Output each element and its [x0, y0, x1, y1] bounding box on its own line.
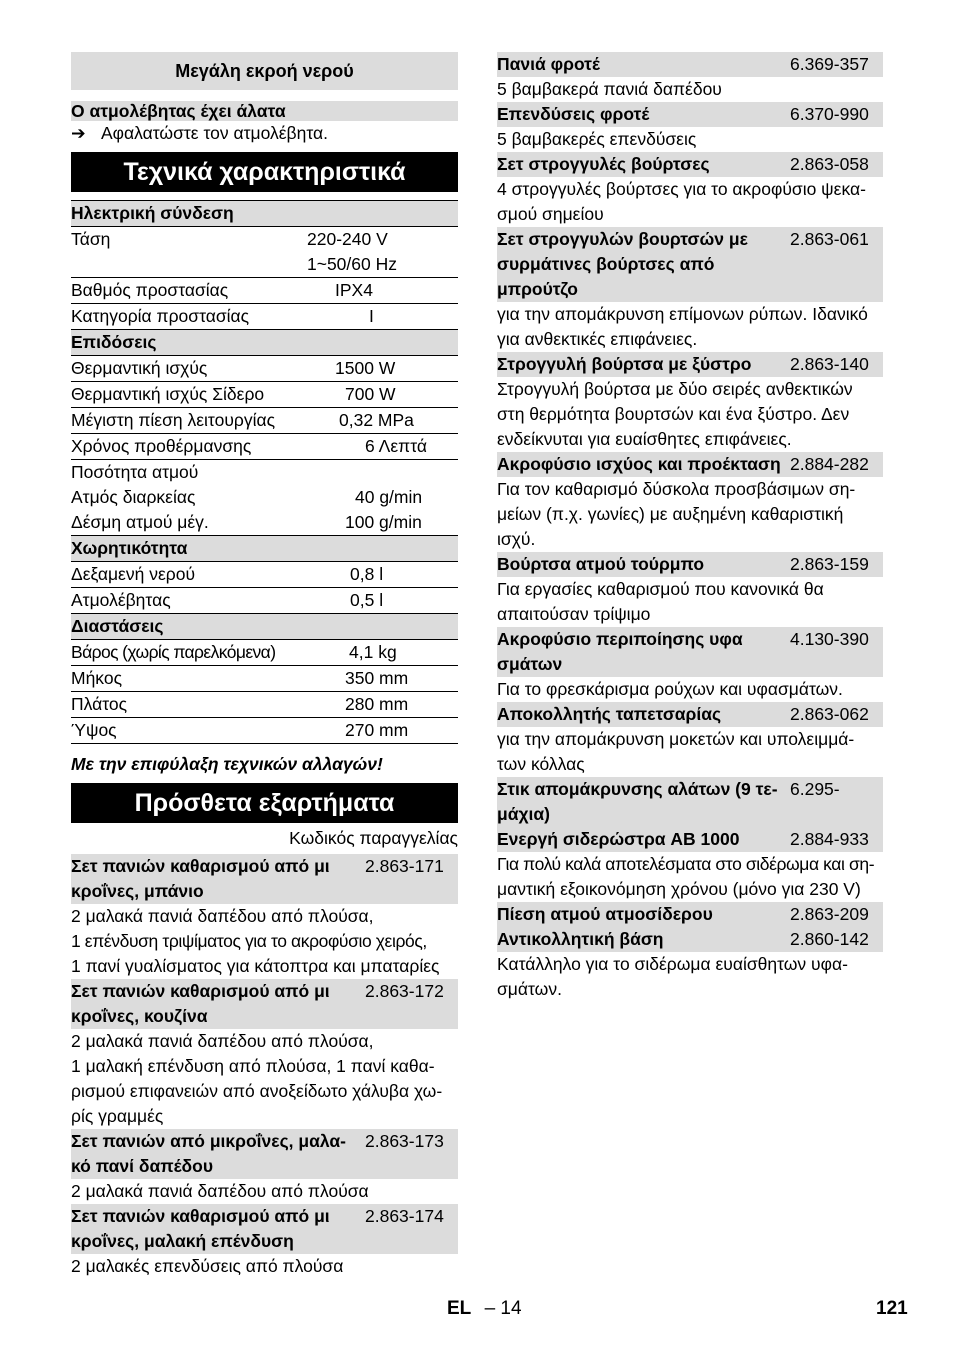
accessory-description: 5 βαμβακερές επενδύσεις [497, 129, 697, 149]
accessory-code: 2.863-209 [790, 904, 869, 924]
accessory-header [497, 627, 883, 677]
accessory-code: 2.863-171 [365, 856, 444, 876]
accessory-code: 2.860-142 [790, 929, 869, 949]
accessory-description: Για πολύ καλά αποτελέσματα στο σιδέρωμα και ση- [497, 854, 875, 874]
spec-row-preheat: Χρόνος προθέρμανσης 6 Λεπτά [71, 434, 458, 460]
spec-row-protection-degree: Βαθμός προστασίας IPX4 [71, 278, 458, 304]
accessory-code: 2.863-159 [790, 554, 869, 574]
accessory-item [497, 927, 883, 1002]
spec-row-steam-cont: Ατμός διαρκείας 40 g/min [71, 487, 423, 507]
accessory-description: απαιτούσαν τρίψιμο [497, 604, 651, 624]
accessory-header [497, 102, 883, 127]
arrow-right-icon: ➔ [71, 123, 86, 143]
accessory-item [497, 902, 883, 927]
tech-note: Με την επιφύλαξη τεχνικών αλλαγών! [71, 754, 383, 774]
trouble-cause: Ο ατμολέβητας έχει άλατα [71, 101, 458, 121]
accessory-item [497, 102, 883, 152]
accessory-item [497, 52, 883, 102]
accessory-code: 2.863-061 [790, 229, 869, 249]
spec-row-height: Ύψος 270 mm [71, 718, 458, 744]
spec-row-steam-qty: Ποσότητα ατμού [71, 462, 199, 482]
accessory-description: για την απομάκρυνση επίμονων ρύπων. Ιδανικό [497, 304, 868, 324]
accessory-name: Επενδύσεις φροτέ [497, 104, 650, 124]
spec-row-weight: Βάρος (χωρίς παρελκόμενα) 4,1 kg [71, 640, 458, 666]
accessory-header [497, 902, 883, 927]
accessory-name: Σετ πανιών καθαρισμού από μι [71, 981, 330, 1001]
spec-head-performance: Επιδόσεις [71, 330, 458, 356]
accessory-description: 1 επένδυση τριψίματος για το ακροφύσιο χειρός, [71, 931, 427, 951]
accessory-description: 4 στρογγυλές βούρτσες για το ακροφύσιο ψεκα- [497, 179, 866, 199]
spec-row-width: Πλάτος 280 mm [71, 692, 458, 718]
spec-row-voltage: Τάση 220-240 V [71, 229, 388, 249]
accessory-header [71, 979, 458, 1029]
spec-row-steam-max: Δέσμη ατμού μέγ. 100 g/min [71, 510, 458, 536]
accessory-description: Στρογγυλή βούρτσα με δύο σειρές ανθεκτικών [497, 379, 853, 399]
trouble-title: Μεγάλη εκροή νερού [71, 52, 458, 90]
accessory-name: κό πανί δαπέδου [71, 1156, 214, 1176]
accessory-code: 2.863-058 [790, 154, 869, 174]
accessory-description: μείων (π.χ. γωνίες) με αυξημένη καθαριστική [497, 504, 844, 524]
accessory-item [497, 627, 883, 702]
footer-local-page: 14 [500, 1298, 522, 1319]
accessory-code: 4.130-390 [790, 629, 869, 649]
accessory-description: 2 μαλακά πανιά δαπέδου από πλούσα, [71, 1031, 374, 1051]
accessory-item [497, 352, 883, 452]
accessory-code: 2.884-282 [790, 454, 869, 474]
accessory-header [71, 854, 458, 904]
accessory-name: Ακροφύσιο περιποίησης υφα [497, 629, 743, 649]
accessory-header [497, 552, 883, 577]
accessory-name: Σετ στρογγυλών βουρτσών με [497, 229, 748, 249]
accessory-description: των κόλλας [497, 754, 585, 774]
accessory-name: Ακροφύσιο ισχύος και προέκταση [497, 454, 781, 474]
accessory-code: 6.370-990 [790, 104, 869, 124]
accessory-code: 2.863-172 [365, 981, 444, 1001]
accessory-name: Ενεργή σιδερώστρα AB 1000 [497, 829, 740, 849]
accessory-name: Σετ πανιών καθαρισμού από μι [71, 1206, 330, 1226]
accessory-name: Πίεση ατμού ατμοσίδερου [497, 904, 713, 924]
accessory-description: ρισμού επιφανειών από ανοξείδωτο χάλυβα χω- [71, 1081, 443, 1101]
accessory-description: 2 μαλακά πανιά δαπέδου από πλούσα [71, 1181, 369, 1201]
accessory-code: 6.369-357 [790, 54, 869, 74]
order-no-label: Κωδικός παραγγελίας [289, 828, 458, 848]
accessory-name: κροΐνες, μπάνιο [71, 881, 204, 901]
spec-row-boiler: Ατμολέβητας 0,5 l [71, 588, 458, 614]
footer-page-number: 121 [876, 1298, 908, 1319]
accessory-header [497, 152, 883, 177]
spec-row-voltage2: 1~50/60 Hz [71, 252, 458, 278]
accessory-item [71, 1129, 458, 1204]
accessory-description: για ανθεκτικές επιφάνειες. [497, 329, 698, 349]
accessory-description: Για το φρεσκάρισμα ρούχων και υφασμάτων. [497, 679, 843, 699]
accessory-header [497, 777, 883, 827]
accessory-item [71, 979, 458, 1129]
accessory-header [497, 927, 883, 952]
accessory-header [497, 827, 883, 852]
accessory-item [497, 227, 883, 352]
accessory-item [71, 854, 458, 979]
footer-page-ref [447, 1298, 522, 1320]
accessory-item [497, 777, 883, 827]
accessory-description: Για εργασίες καθαρισμού που κανονικά θα [497, 579, 824, 599]
accessory-header [497, 702, 883, 727]
spec-head-electrical: Ηλεκτρική σύνδεση [71, 200, 458, 227]
accessory-description: για την απομάκρυνση μοκετών και υπολειμμά- [497, 729, 855, 749]
accessory-name: Στικ απομάκρυνσης αλάτων (9 τε- [497, 779, 778, 799]
accessory-name: Σετ πανιών καθαρισμού από μι [71, 856, 330, 876]
right-column [497, 52, 883, 1002]
accessory-description: ρίς γραμμές [71, 1106, 164, 1126]
accessory-name: Αποκολλητής ταπετσαρίας [497, 704, 722, 724]
spec-row-pressure: Μέγιστη πίεση λειτουργίας 0,32 MPa [71, 408, 458, 434]
accessory-name: μπρούτζο [497, 279, 578, 299]
accessory-description: μαντική εξοικονόμηση χρόνου (μόνο για 230 V) [497, 879, 861, 899]
spec-row-heating: Θερμαντική ισχύς 1500 W [71, 356, 458, 382]
accessories-title: Πρόσθετα εξαρτήματα [71, 783, 458, 823]
accessory-code: 2.884-933 [790, 829, 869, 849]
accessory-header [71, 1129, 458, 1179]
accessory-description: σμάτων. [497, 979, 562, 999]
left-column [71, 52, 458, 1279]
accessory-item [71, 1204, 458, 1279]
trouble-remedy: ➔ Αφαλατώστε τον ατμολέβητα. [71, 121, 458, 146]
footer-lang: EL [447, 1298, 472, 1319]
accessory-description: στη θερμότητα βουρτσών και ένα ξύστρο. Δεν [497, 404, 850, 424]
accessory-code: 2.863-062 [790, 704, 869, 724]
accessory-name: Πανιά φροτέ [497, 54, 600, 74]
accessory-header [497, 227, 883, 302]
accessory-description: 1 πανί γυαλίσματος για κάτοπτρα και μπαταρίες [71, 956, 440, 976]
accessory-description: ενδείκνυται για ευαίσθητες επιφάνειες. [497, 429, 792, 449]
spec-row-length: Μήκος 350 mm [71, 666, 458, 692]
accessory-list-left [71, 854, 458, 1279]
accessory-item [497, 152, 883, 227]
footer-sep: – [484, 1298, 496, 1319]
accessory-name: κροΐνες, κουζίνα [71, 1006, 208, 1026]
accessory-name: κροΐνες, μαλακή επένδυση [71, 1231, 294, 1251]
accessory-item [497, 552, 883, 627]
accessory-description: 2 μαλακές επενδύσεις από πλούσα [71, 1256, 344, 1276]
accessory-code: 2.863-174 [365, 1206, 444, 1226]
tech-title: Τεχνικά χαρακτηριστικά [71, 152, 458, 192]
accessory-description: σμού σημείου [497, 204, 604, 224]
accessory-name: Σετ στρογγυλές βούρτσες [497, 154, 710, 174]
accessory-item [497, 452, 883, 552]
accessory-description: 2 μαλακά πανιά δαπέδου από πλούσα, [71, 906, 374, 926]
accessory-header [497, 452, 883, 477]
accessory-description: 1 μαλακή επένδυση από πλούσα, 1 πανί καθα- [71, 1056, 435, 1076]
spec-row-protection-class: Κατηγορία προστασίας I [71, 304, 458, 330]
accessory-name: Σετ πανιών από μικροΐνες, μαλα- [71, 1131, 346, 1151]
accessory-header [497, 352, 883, 377]
spec-row-tank: Δεξαμενή νερού 0,8 l [71, 562, 458, 588]
accessory-name: Αντικολλητική βάση [497, 929, 664, 949]
accessory-name: σμάτων [497, 654, 563, 674]
accessory-code: 2.863-140 [790, 354, 869, 374]
spec-head-dimensions: Διαστάσεις [71, 614, 458, 640]
accessory-name: Βούρτσα ατμού τούρμπο [497, 554, 705, 574]
accessory-item [497, 827, 883, 902]
accessory-description: ισχύ. [497, 529, 536, 549]
accessory-list-right [497, 52, 883, 1002]
accessory-description: 5 βαμβακερά πανιά δαπέδου [497, 79, 722, 99]
accessory-code: 6.295- [790, 779, 840, 799]
accessory-code: 2.863-173 [365, 1131, 444, 1151]
accessory-header [497, 52, 883, 77]
accessory-name: συρμάτινες βούρτσες από [497, 254, 715, 274]
spec-row-iron: Θερμαντική ισχύς Σίδερο 700 W [71, 382, 458, 408]
accessory-header [71, 1204, 458, 1254]
accessory-name: μάχια) [497, 804, 550, 824]
accessory-item [497, 702, 883, 777]
accessory-name: Στρογγυλή βούρτσα με ξύστρο [497, 354, 752, 374]
accessory-description: Για τον καθαρισμό δύσκολα προσβάσιμων ση- [497, 479, 856, 499]
accessory-description: Κατάλληλο για το σιδέρωμα ευαίσθητων υφα- [497, 954, 848, 974]
spec-head-capacity: Χωρητικότητα [71, 536, 458, 562]
